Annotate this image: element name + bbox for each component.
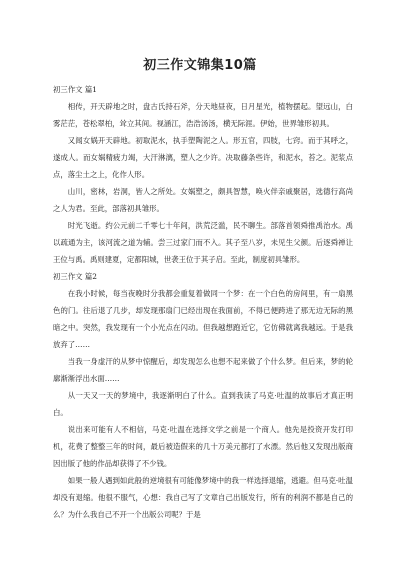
section-1 xyxy=(53,81,353,268)
paragraph: 时光飞逝。约公元前二千零七十年间，洪荒泛滥，民不聊生。部落首领舜推禹治水。禹以疏通为主，该河流之道为辅。尝三过家门而不入。其子至八岁，未见生父颜。后逐舜禅让王位与禹。禹则建夏，定都阳城，世袭王位于其子启。至此，制度初具雏形。 xyxy=(53,221,353,264)
paragraph: 如果一般人遇到如此般的逆境很有可能像梦境中的我一样选择退缩，逃避。但马克·吐温却没有退缩。他很不服气，心想：我自己写了文章自己出版发行，所有的利润不都是自己的么？为什么我自己不开一个出版公司呢？于是 xyxy=(53,476,353,519)
paragraph: 说出来可能有人不相信，马克·吐温在选择文学之前是一个商人。他先是投资开发打印机，花费了整整三年的时间，最后被造假来的几十万美元都打了水漂。然后他又发现出版商因出版了他的作品却获得了不少钱。 xyxy=(53,425,353,468)
paragraph: 从一天又一天的梦境中，我逐渐明白了什么。直到我读了马克·吐温的故事后才真正明白。 xyxy=(53,391,353,417)
section-heading: 初三作文 篇1 xyxy=(53,85,98,94)
document-body xyxy=(53,81,353,523)
paragraph: 相传，开天辟地之时，盘古氏持石斧，分天地昼夜，日月星光，植物摆起。望远山，白雾茫茫，苍松翠柏，耸立其间。视涵江，浩浩汤汤，横无际涯。伊始，世界雏形初具。 xyxy=(53,102,353,128)
section-heading: 初三作文 篇2 xyxy=(53,272,98,281)
paragraph: 当我一身虚汗的从梦中惊醒后，却发现怎么也想不起来做了个什么梦。但后来，梦的轮廓渐渐浮出水面…… xyxy=(53,357,353,383)
document-title: 初三作文锦集10篇 xyxy=(143,58,257,73)
section-2 xyxy=(53,268,353,523)
paragraph: 又闻女娲开天辟地。初取泥水，执手塑陶泥之人。形五官，四肢，七窍。而于其呼之，遂成人。而女娲精疲力竭，大汗淋漓，塑人之少许。决取藤条些许，和泥水，苔之。泥浆点点，落尘土之上，化作人形。 xyxy=(53,136,353,179)
paragraph: 山川，密林，岩洞，皆人之所处。女娲塑之，颇具智慧，唤火伴亲戚聚居，选德行高尚之人为君。至此，部落初具雏形。 xyxy=(53,187,353,213)
paragraph: 在我小时候，每当夜晚时分我都会重复着做同一个梦：在一个白色的房间里，有一扇黑色的门。往后退了几步，却发现那扇门已经出现在我面前，不得已便跨进了那无边无际的黑暗之中。突然，我发现有一个小光点在闪动。但我越想跑近它，它仿佛就离我越远。于是我放弃了…… xyxy=(53,289,353,349)
